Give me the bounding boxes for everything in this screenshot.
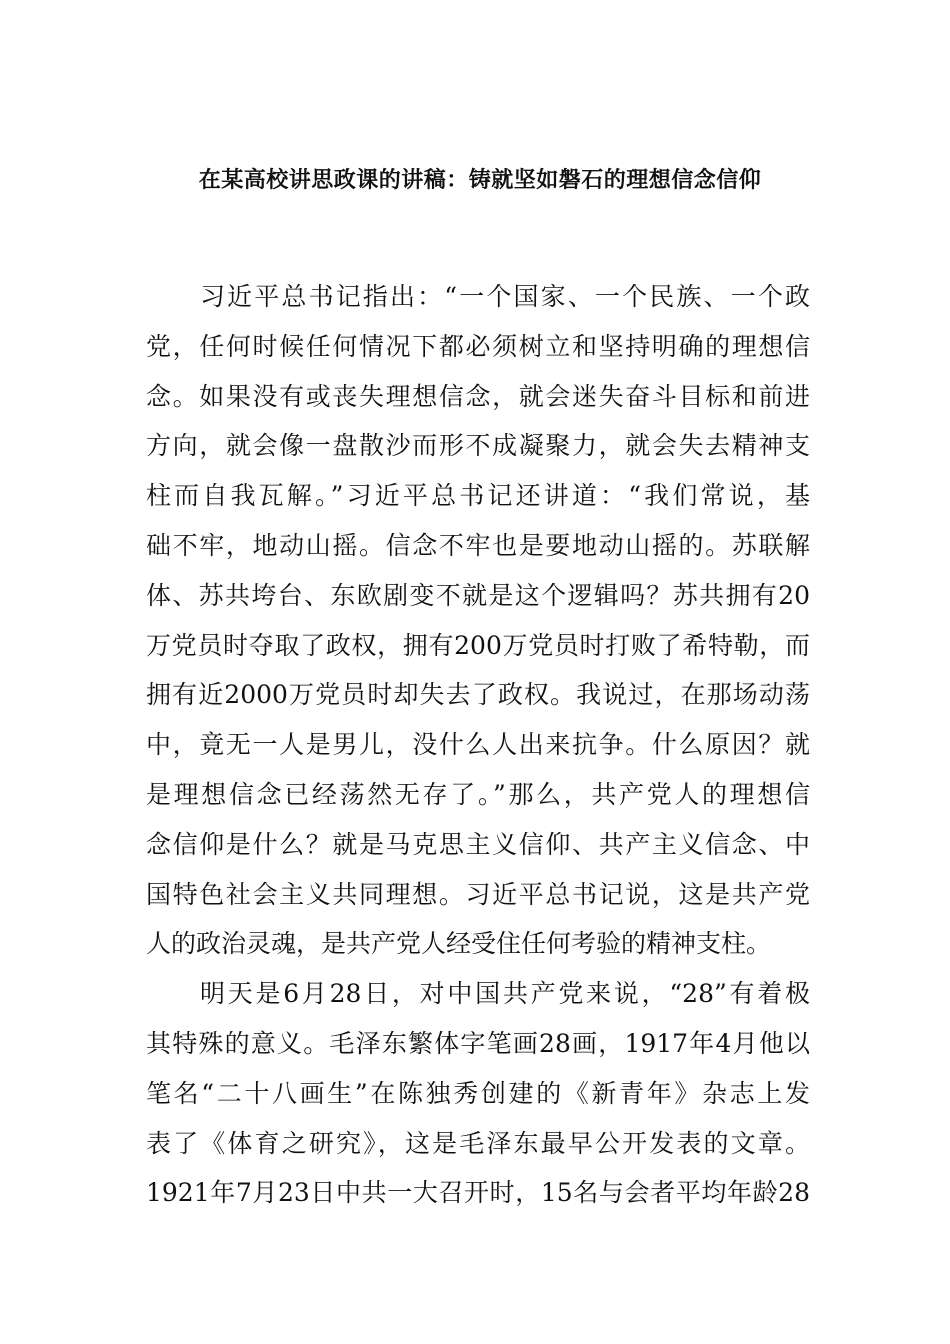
text-line: 体、苏共垮台、东欧剧变不就是这个逻辑吗？苏共拥有20 <box>146 580 810 610</box>
text-line: 是理想信念已经荡然无存了。”那么，共产党人的理想信 <box>146 779 810 809</box>
text-line: 础不牢，地动山摇。信念不牢也是要地动山摇的。苏联解 <box>146 530 810 560</box>
text-line: 1921年7月23日中共一大召开时，15名与会者平均年龄28 <box>146 1178 810 1208</box>
text-line: 方向，就会像一盘散沙而形不成凝聚力，就会失去精神支 <box>146 431 810 461</box>
text-line: 笔名“二十八画生”在陈独秀创建的《新青年》杂志上发 <box>146 1078 810 1108</box>
text-line: 中，竟无一人是男儿，没什么人出来抗争。什么原因？就 <box>146 730 810 760</box>
document-body <box>146 272 810 1218</box>
text-line: 人的政治灵魂，是共产党人经受住任何考验的精神支柱。 <box>146 929 772 959</box>
text-line: 明天是6月28日，对中国共产党来说，“28”有着极 <box>200 979 810 1009</box>
text-line: 万党员时夺取了政权，拥有200万党员时打败了希特勒，而 <box>146 630 810 660</box>
text-line: 柱而自我瓦解。”习近平总书记还讲道：“我们常说，基 <box>146 481 810 511</box>
text-line: 表了《体育之研究》，这是毛泽东最早公开发表的文章。 <box>146 1128 810 1158</box>
text-line: 习近平总书记指出：“一个国家、一个民族、一个政 <box>200 282 810 311</box>
text-line: 拥有近2000万党员时却失去了政权。我说过，在那场动荡 <box>146 680 810 710</box>
text-line: 念信仰是什么？就是马克思主义信仰、共产主义信念、中 <box>146 829 810 859</box>
text-line: 念。如果没有或丧失理想信念，就会迷失奋斗目标和前进 <box>146 381 810 411</box>
paragraph-1 <box>146 272 810 969</box>
paragraph-2 <box>146 969 810 1218</box>
document-title: 在某高校讲思政课的讲稿：铸就坚如磐石的理想信念信仰 <box>198 167 762 193</box>
text-line: 国特色社会主义共同理想。习近平总书记说，这是共产党 <box>146 879 810 909</box>
text-line: 其特殊的意义。毛泽东繁体字笔画28画，1917年4月他以 <box>146 1028 810 1058</box>
text-line: 党，任何时候任何情况下都必须树立和坚持明确的理想信 <box>146 331 810 361</box>
